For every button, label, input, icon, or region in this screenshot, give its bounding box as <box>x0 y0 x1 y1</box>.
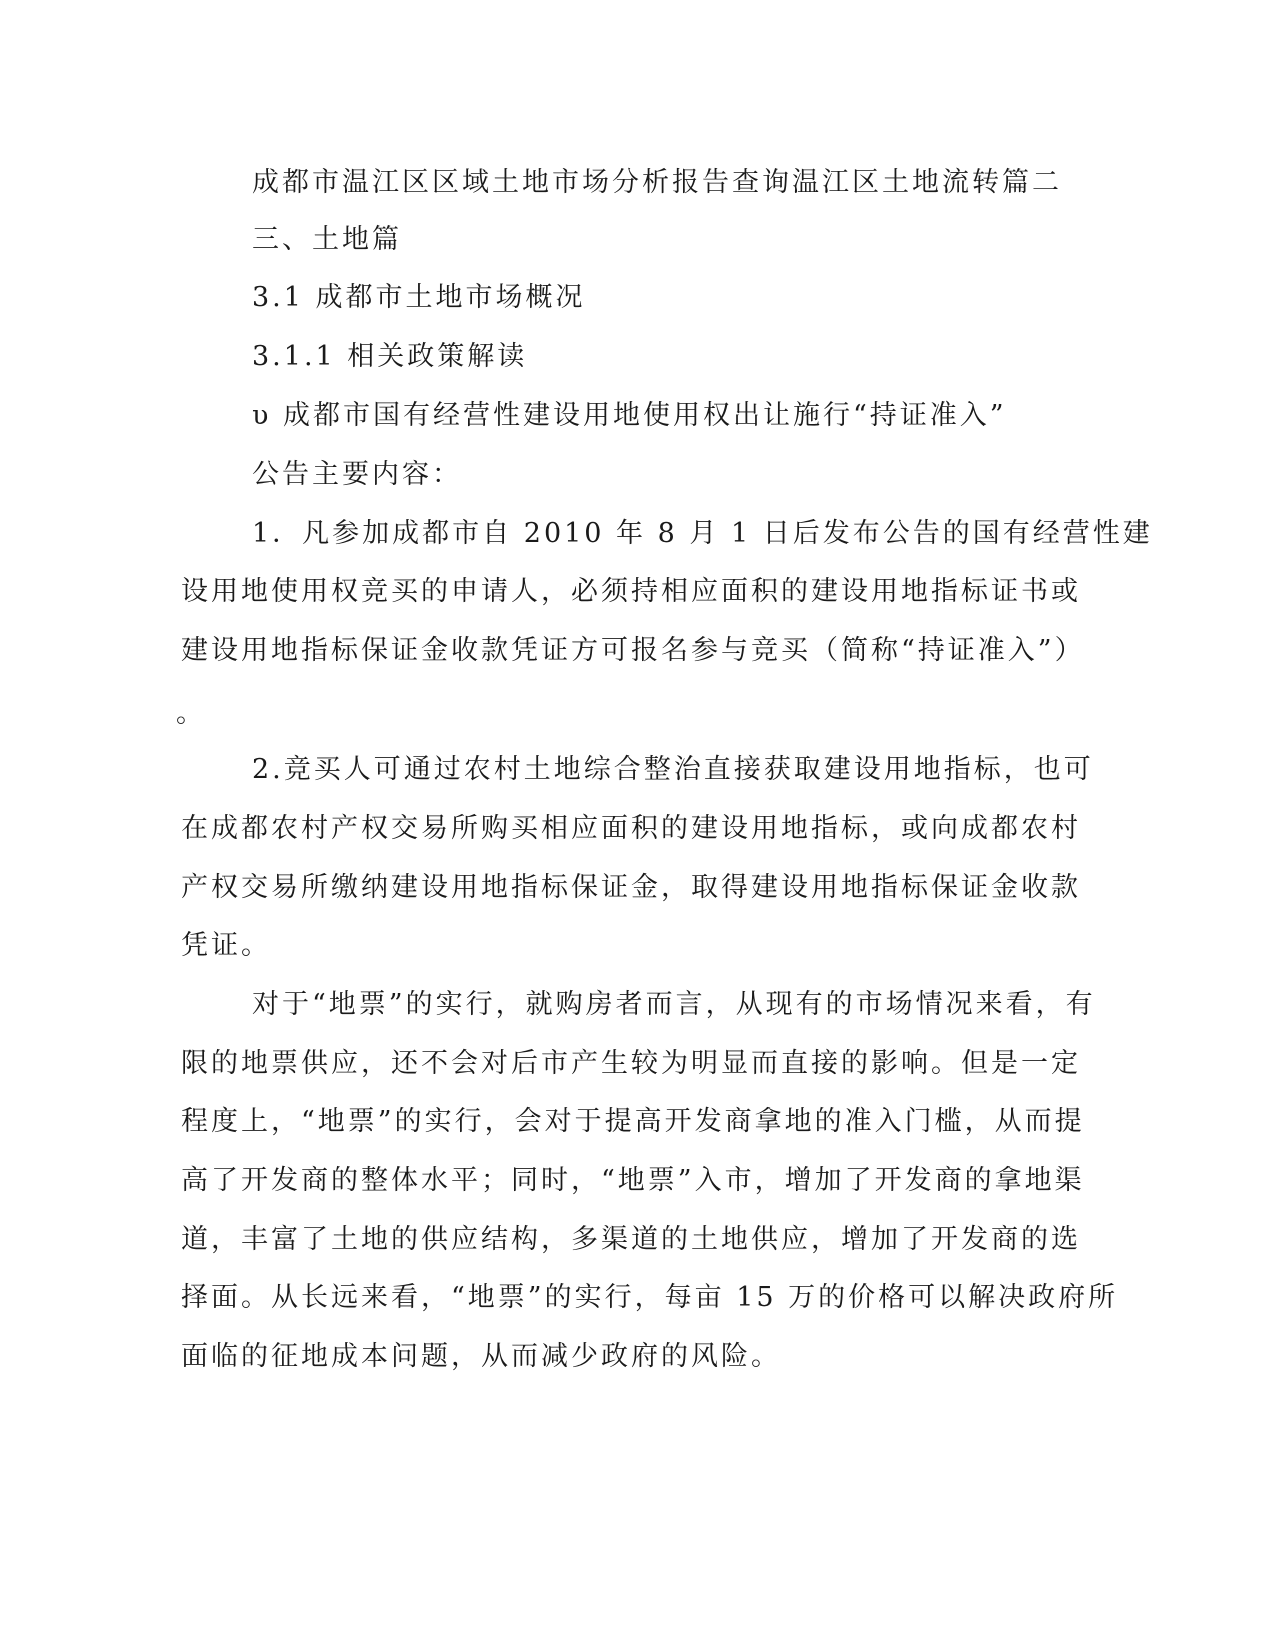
subsection-heading: 3.1 成都市土地市场概况 <box>252 282 586 313</box>
document-title: 成都市温江区区域土地市场分析报告查询温江区土地流转篇二 <box>252 167 1062 198</box>
paragraph-line: 。 <box>176 698 206 729</box>
paragraph-line: 对于“地票”的实行，就购房者而言，从现有的市场情况来看，有 <box>252 989 1096 1020</box>
paragraph-line: 道，丰富了土地的供应结构，多渠道的土地供应，增加了开发商的选 <box>181 1224 1081 1255</box>
paragraph-line: 2.竞买人可通过农村土地综合整治直接获取建设用地指标，也可 <box>252 754 1094 785</box>
paragraph-line: 1．凡参加成都市自 2010 年 8 月 1 日后发布公告的国有经营性建 <box>252 518 1153 549</box>
announcement-label: 公告主要内容： <box>252 459 462 490</box>
paragraph-line: 产权交易所缴纳建设用地指标保证金，取得建设用地指标保证金收款 <box>181 872 1081 903</box>
paragraph-line: 设用地使用权竞买的申请人，必须持相应面积的建设用地指标证书或 <box>181 576 1081 607</box>
paragraph-line: 程度上，“地票”的实行，会对于提高开发商拿地的准入门槛，从而提 <box>181 1106 1085 1137</box>
paragraph-line: 在成都农村产权交易所购买相应面积的建设用地指标，或向成都农村 <box>181 813 1081 844</box>
paragraph-line: 面临的征地成本问题，从而减少政府的风险。 <box>181 1341 781 1372</box>
paragraph-line: 限的地票供应，还不会对后市产生较为明显而直接的影响。但是一定 <box>181 1048 1081 1079</box>
policy-heading: υ 成都市国有经营性建设用地使用权出让施行“持证准入” <box>252 400 1007 431</box>
section-heading: 三、土地篇 <box>252 224 402 255</box>
paragraph-line: 建设用地指标保证金收款凭证方可报名参与竞买（简称“持证准入”） <box>181 635 1085 666</box>
paragraph-line: 择面。从长远来看，“地票”的实行，每亩 15 万的价格可以解决政府所 <box>181 1282 1119 1313</box>
paragraph-line: 凭证。 <box>181 930 271 961</box>
paragraph-line: 高了开发商的整体水平；同时，“地票”入市，增加了开发商的拿地渠 <box>181 1165 1085 1196</box>
subsubsection-heading: 3.1.1 相关政策解读 <box>252 341 528 372</box>
